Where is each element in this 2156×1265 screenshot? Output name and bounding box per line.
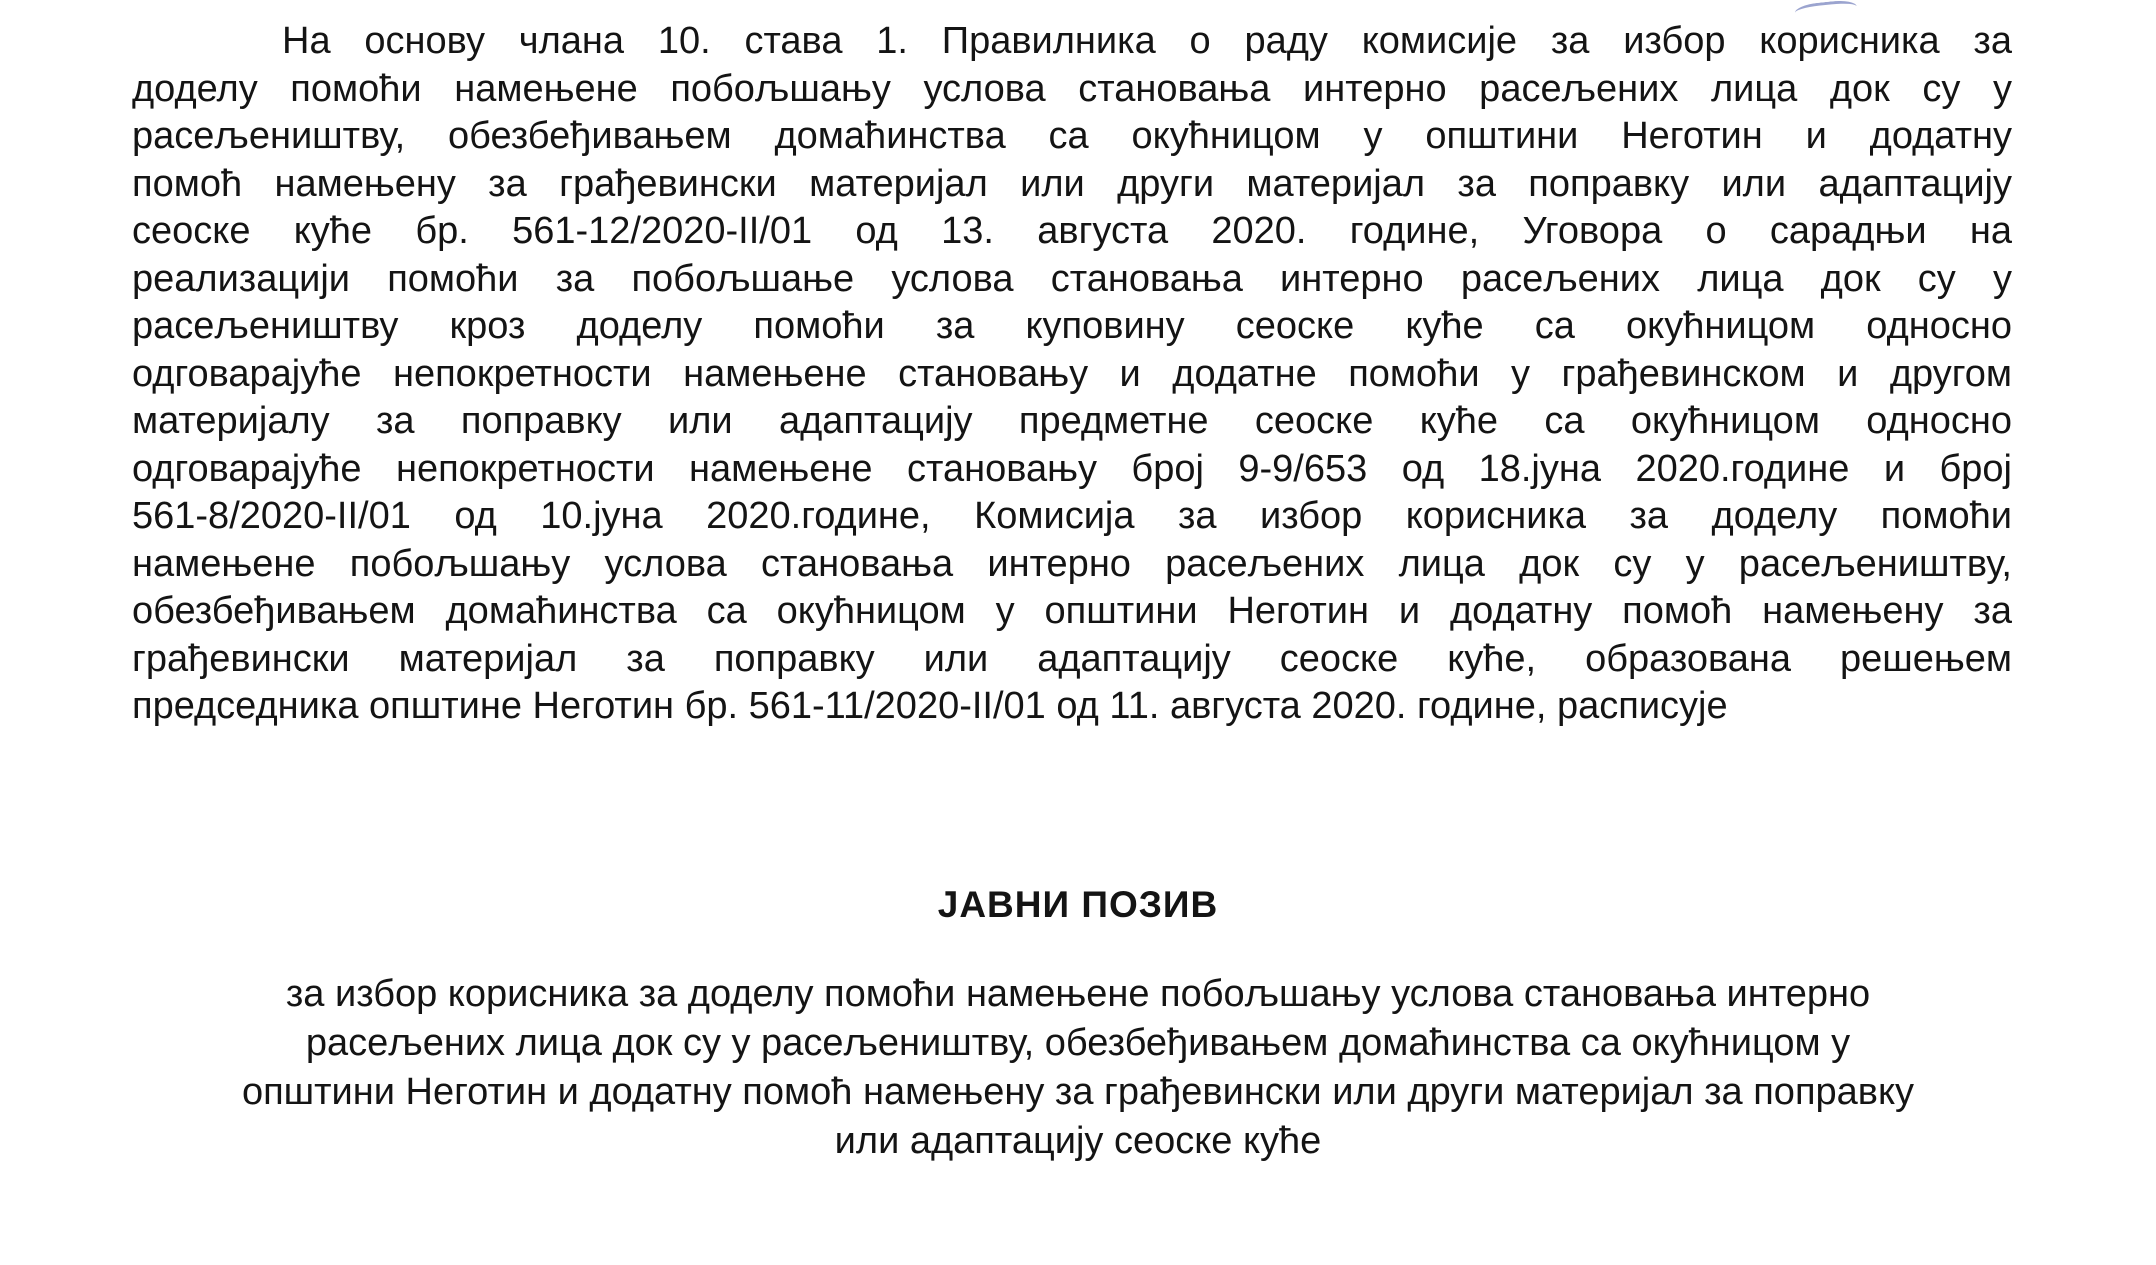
preamble-line: одговарајуће непокретности намењене становању број 9-9/653 од 18.јуна 2020.године и број xyxy=(132,447,2012,490)
subtitle-line: за избор корисника за доделу помоћи намењене побољшању услова становања интерно xyxy=(285,973,1871,1015)
preamble-line: грађевински материјал за поправку или адаптацију сеоске куће, образована решењем xyxy=(132,637,2012,680)
subtitle-line: општини Неготин и додатну помоћ намењену за грађевински или други материјал за поправку xyxy=(241,1071,1915,1113)
preamble-line: На основу члана 10. става 1. Правилника о раду комисије за избор корисника за xyxy=(282,20,2012,62)
preamble-line: обезбеђивањем домаћинства са окућницом у општини Неготин и додатну помоћ намењену за xyxy=(132,590,2012,632)
preamble-line: намењене побољшању услова становања интерно расељених лица док су у расељеништву, xyxy=(132,542,2012,585)
preamble-line: председника општине Неготин бр. 561-11/2020-II/01 од 11. августа 2020. године, расписује xyxy=(132,685,1728,727)
preamble-line: материјалу за поправку или адаптацију предметне сеоске куће са окућницом односно xyxy=(132,400,2012,442)
subtitle-line: или адаптацију сеоске куће xyxy=(834,1120,1322,1162)
document-title: ЈАВНИ ПОЗИВ xyxy=(937,884,1219,925)
preamble-line: 561-8/2020-II/01 од 10.јуна 2020.године, Комисија за избор корисника за доделу помоћи xyxy=(132,495,2012,537)
preamble-paragraph xyxy=(132,18,2012,731)
preamble-line: реализацији помоћи за побољшање услова становања интерно расељених лица док су у xyxy=(132,257,2012,300)
preamble-line: сеоске куће бр. 561-12/2020-II/01 од 13. августа 2020. године, Уговора о сарадњи на xyxy=(132,210,2012,252)
preamble-line: расељеништву кроз доделу помоћи за куповину сеоске куће са окућницом односно xyxy=(132,305,2012,347)
preamble-line: доделу помоћи намењене побољшању услова становања интерно расељених лица док су у xyxy=(132,67,2012,110)
preamble-line: расељеништву, обезбеђивањем домаћинства са окућницом у општини Неготин и додатну xyxy=(132,115,2012,157)
preamble-line: одговарајуће непокретности намењене становању и додатне помоћи у грађевинском и другом xyxy=(132,352,2012,395)
subtitle-line: расељених лица док су у расељеништву, обезбеђивањем домаћинства са окућницом у xyxy=(305,1022,1851,1064)
document-subtitle xyxy=(0,970,2156,1166)
preamble-line: помоћ намењену за грађевински материјал или други материјал за поправку или адаптацију xyxy=(132,162,2012,205)
